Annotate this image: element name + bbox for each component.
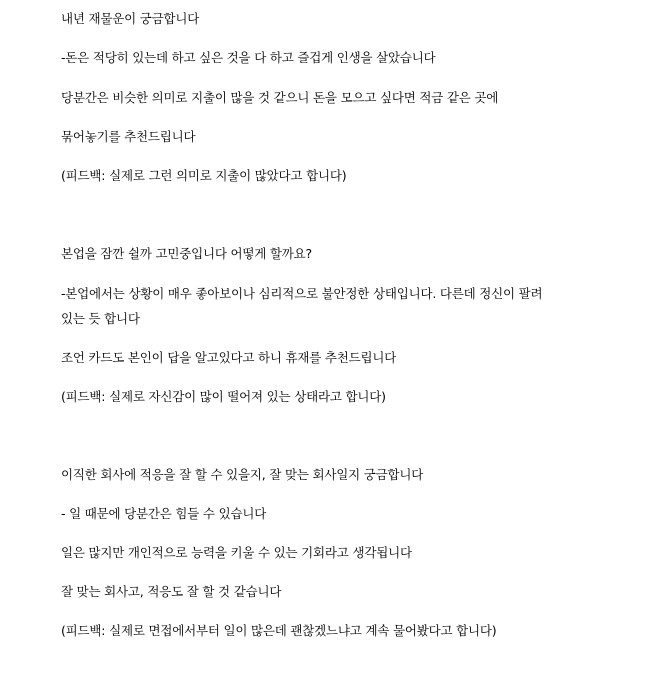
question-2: 본업을 잠깐 쉴까 고민중입니다 어떻게 할까요? xyxy=(61,246,312,261)
question-1: 내년 재물운이 궁금합니다 xyxy=(61,11,200,26)
answer-1-line-2: 당분간은 비슷한 의미로 지출이 많을 것 같으니 돈을 모으고 싶다면 적금 같은 곳에 xyxy=(61,90,499,105)
answer-3-line-2: 일은 많지만 개인적으로 능력을 키울 수 있는 기회라고 생각됩니다 xyxy=(61,545,412,560)
answer-2-line-3: 조언 카드도 본인이 답을 알고있다고 하니 휴재를 추천드립니다 xyxy=(61,350,397,365)
feedback-2: (피드백: 실제로 자신감이 많이 떨어져 있는 상태라고 합니다) xyxy=(61,389,386,404)
answer-1-line-3: 묶어놓기를 추천드립니다 xyxy=(61,129,196,144)
feedback-3: (피드백: 실제로 면접에서부터 일이 많은데 괜찮겠느냐고 계속 물어봤다고 합니다) xyxy=(61,623,497,638)
answer-2-line-2: 있는 듯 합니다 xyxy=(61,311,140,326)
answer-3-line-1: - 일 때문에 당분간은 힘들 수 있습니다 xyxy=(61,506,267,521)
answer-2-line-1: -본업에서는 상황이 매우 좋아보이나 심리적으로 불안정한 상태입니다. 다른데 정신이 팔려 xyxy=(61,286,543,301)
answer-3-line-3: 잘 맞는 회사고, 적응도 잘 할 것 같습니다 xyxy=(61,584,282,599)
answer-1-line-1: -돈은 적당히 있는데 하고 싶은 것을 다 하고 즐겁게 인생을 살았습니다 xyxy=(61,50,436,65)
question-3: 이직한 회사에 적응을 잘 할 수 있을지, 잘 맞는 회사일지 궁금합니다 xyxy=(61,467,424,482)
feedback-1: (피드백: 실제로 그런 의미로 지출이 많았다고 합니다) xyxy=(61,168,347,183)
